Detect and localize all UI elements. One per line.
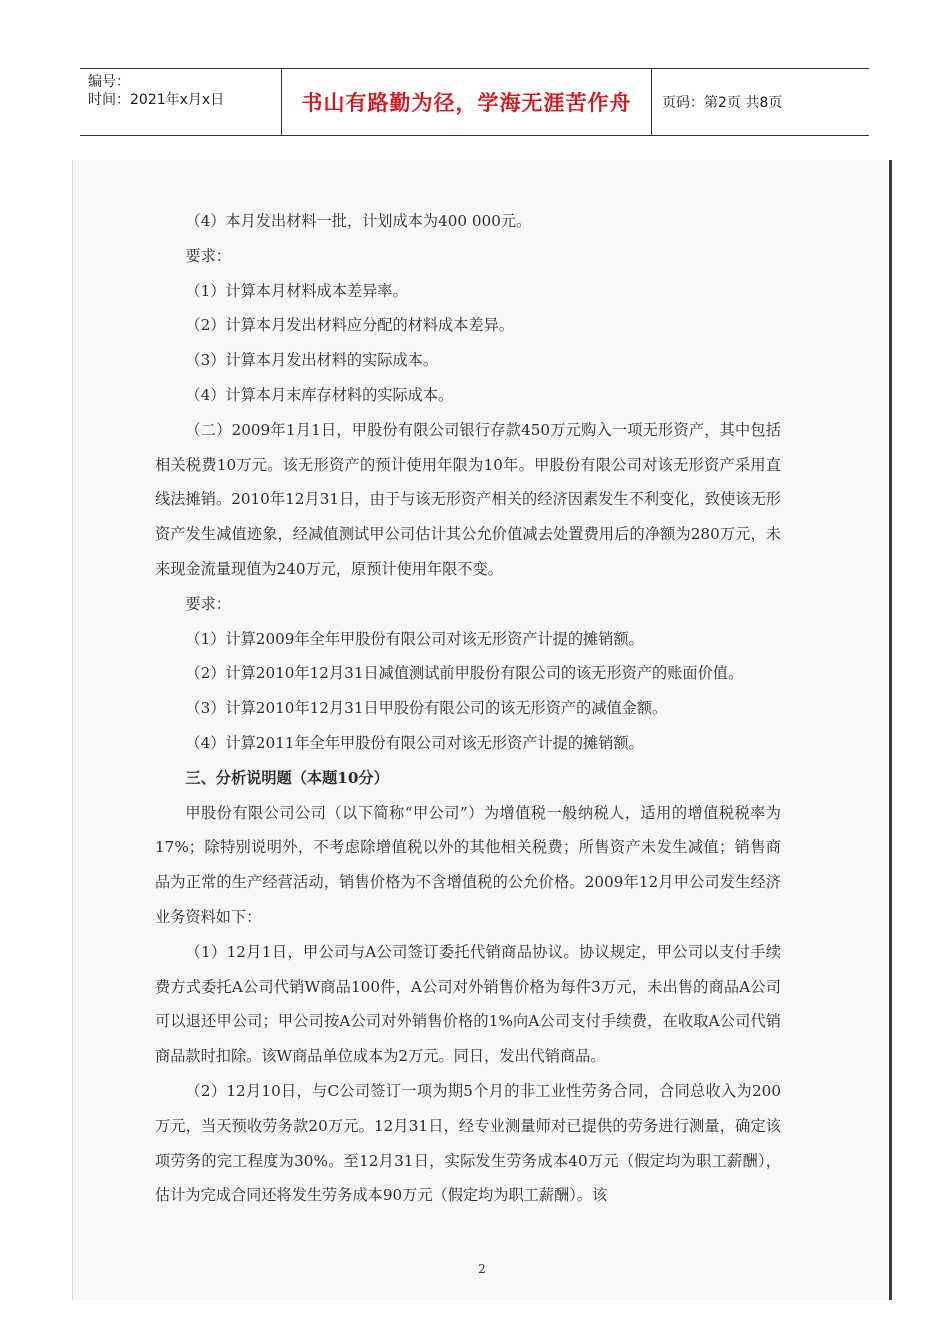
list-item: （1）计算本月材料成本差异率。: [185, 281, 408, 300]
scanned-page: [72, 160, 891, 1300]
list-item: （1）计算2009年全年甲股份有限公司对该无形资产计提的摊销额。: [185, 629, 644, 648]
header-meta: [80, 69, 282, 135]
list-item: （3）计算本月发出材料的实际成本。: [185, 351, 439, 370]
requirement-heading: 要求：: [185, 246, 231, 265]
paragraph: （1）12月1日，甲公司与A公司签订委托代销商品协议。协议规定，甲公司以支付手续费方式委托A公司代销W商品100件，A公司对外销售价格为每件3万元，未出售的商品A公司可以退还甲公司；甲公司按A公司对外销售价格的1%向A公司支付手续费，在收取A公司代销商品款时扣除。该W商品单位成本为2万元。同日，发出代销商品。: [155, 942, 781, 1066]
list-item: （2）计算2010年12月31日减值测试前甲股份有限公司的该无形资产的账面价值。: [185, 664, 744, 683]
page-number: 2: [478, 1262, 486, 1276]
list-item: （4）计算本月末库存材料的实际成本。: [185, 385, 454, 404]
time-label: 时间：2021年x月x日: [88, 92, 225, 108]
list-item: （2）计算本月发出材料应分配的材料成本差异。: [185, 316, 514, 335]
list-item: （4）计算2011年全年甲股份有限公司对该无形资产计提的摊销额。: [185, 733, 644, 752]
number-label: 编号：: [88, 74, 130, 90]
header-motto: 书山有路勤为径，学海无涯苦作舟: [282, 69, 652, 135]
paragraph: （二）2009年1月1日，甲股份有限公司银行存款450万元购入一项无形资产，其中包括相关税费10万元。该无形资产的预计使用年限为10年。甲股份有限公司对该无形资产采用直线法摊销。2010年12月31日，由于与该无形资产相关的经济因素发生不利变化，致使该无形资产发生减值迹象，经减值测试甲公司估计其公允价值减去处置费用后的净额为280万元，未来现金流量现值为240万元，原预计使用年限不变。: [155, 420, 781, 578]
document-body: [155, 204, 781, 1213]
paragraph: （2）12月10日，与C公司签订一项为期5个月的非工业性劳务合同，合同总收入为200万元，当天预收劳务款20万元。12月31日，经专业测量师对已提供的劳务进行测量，确定该项劳务的完工程度为30%。至12月31日，实际发生劳务成本40万元（假定均为职工薪酬），估计为完成合同还将发生劳务成本90万元（假定均为职工薪酬）。该: [155, 1081, 781, 1205]
scan-edge: [889, 160, 892, 1300]
paragraph: （4）本月发出材料一批，计划成本为400 000元。: [185, 212, 532, 230]
requirement-heading: 要求：: [185, 594, 231, 613]
paragraph: 甲股份有限公司公司（以下简称“甲公司”）为增值税一般纳税人，适用的增值税税率为17%；除特别说明外，不考虑除增值税以外的其他相关税费；所售资产未发生减值；销售商品为正常的生产经营活动，销售价格为不含增值税的公允价格。2009年12月甲公司发生经济业务资料如下：: [155, 803, 781, 926]
header-page-info: 页码：第2页 共8页: [662, 95, 783, 111]
section-heading: 三、分析说明题（本题10分）: [185, 768, 389, 787]
page-header: [80, 68, 869, 136]
list-item: （3）计算2010年12月31日甲股份有限公司的该无形资产的减值金额。: [185, 699, 668, 718]
